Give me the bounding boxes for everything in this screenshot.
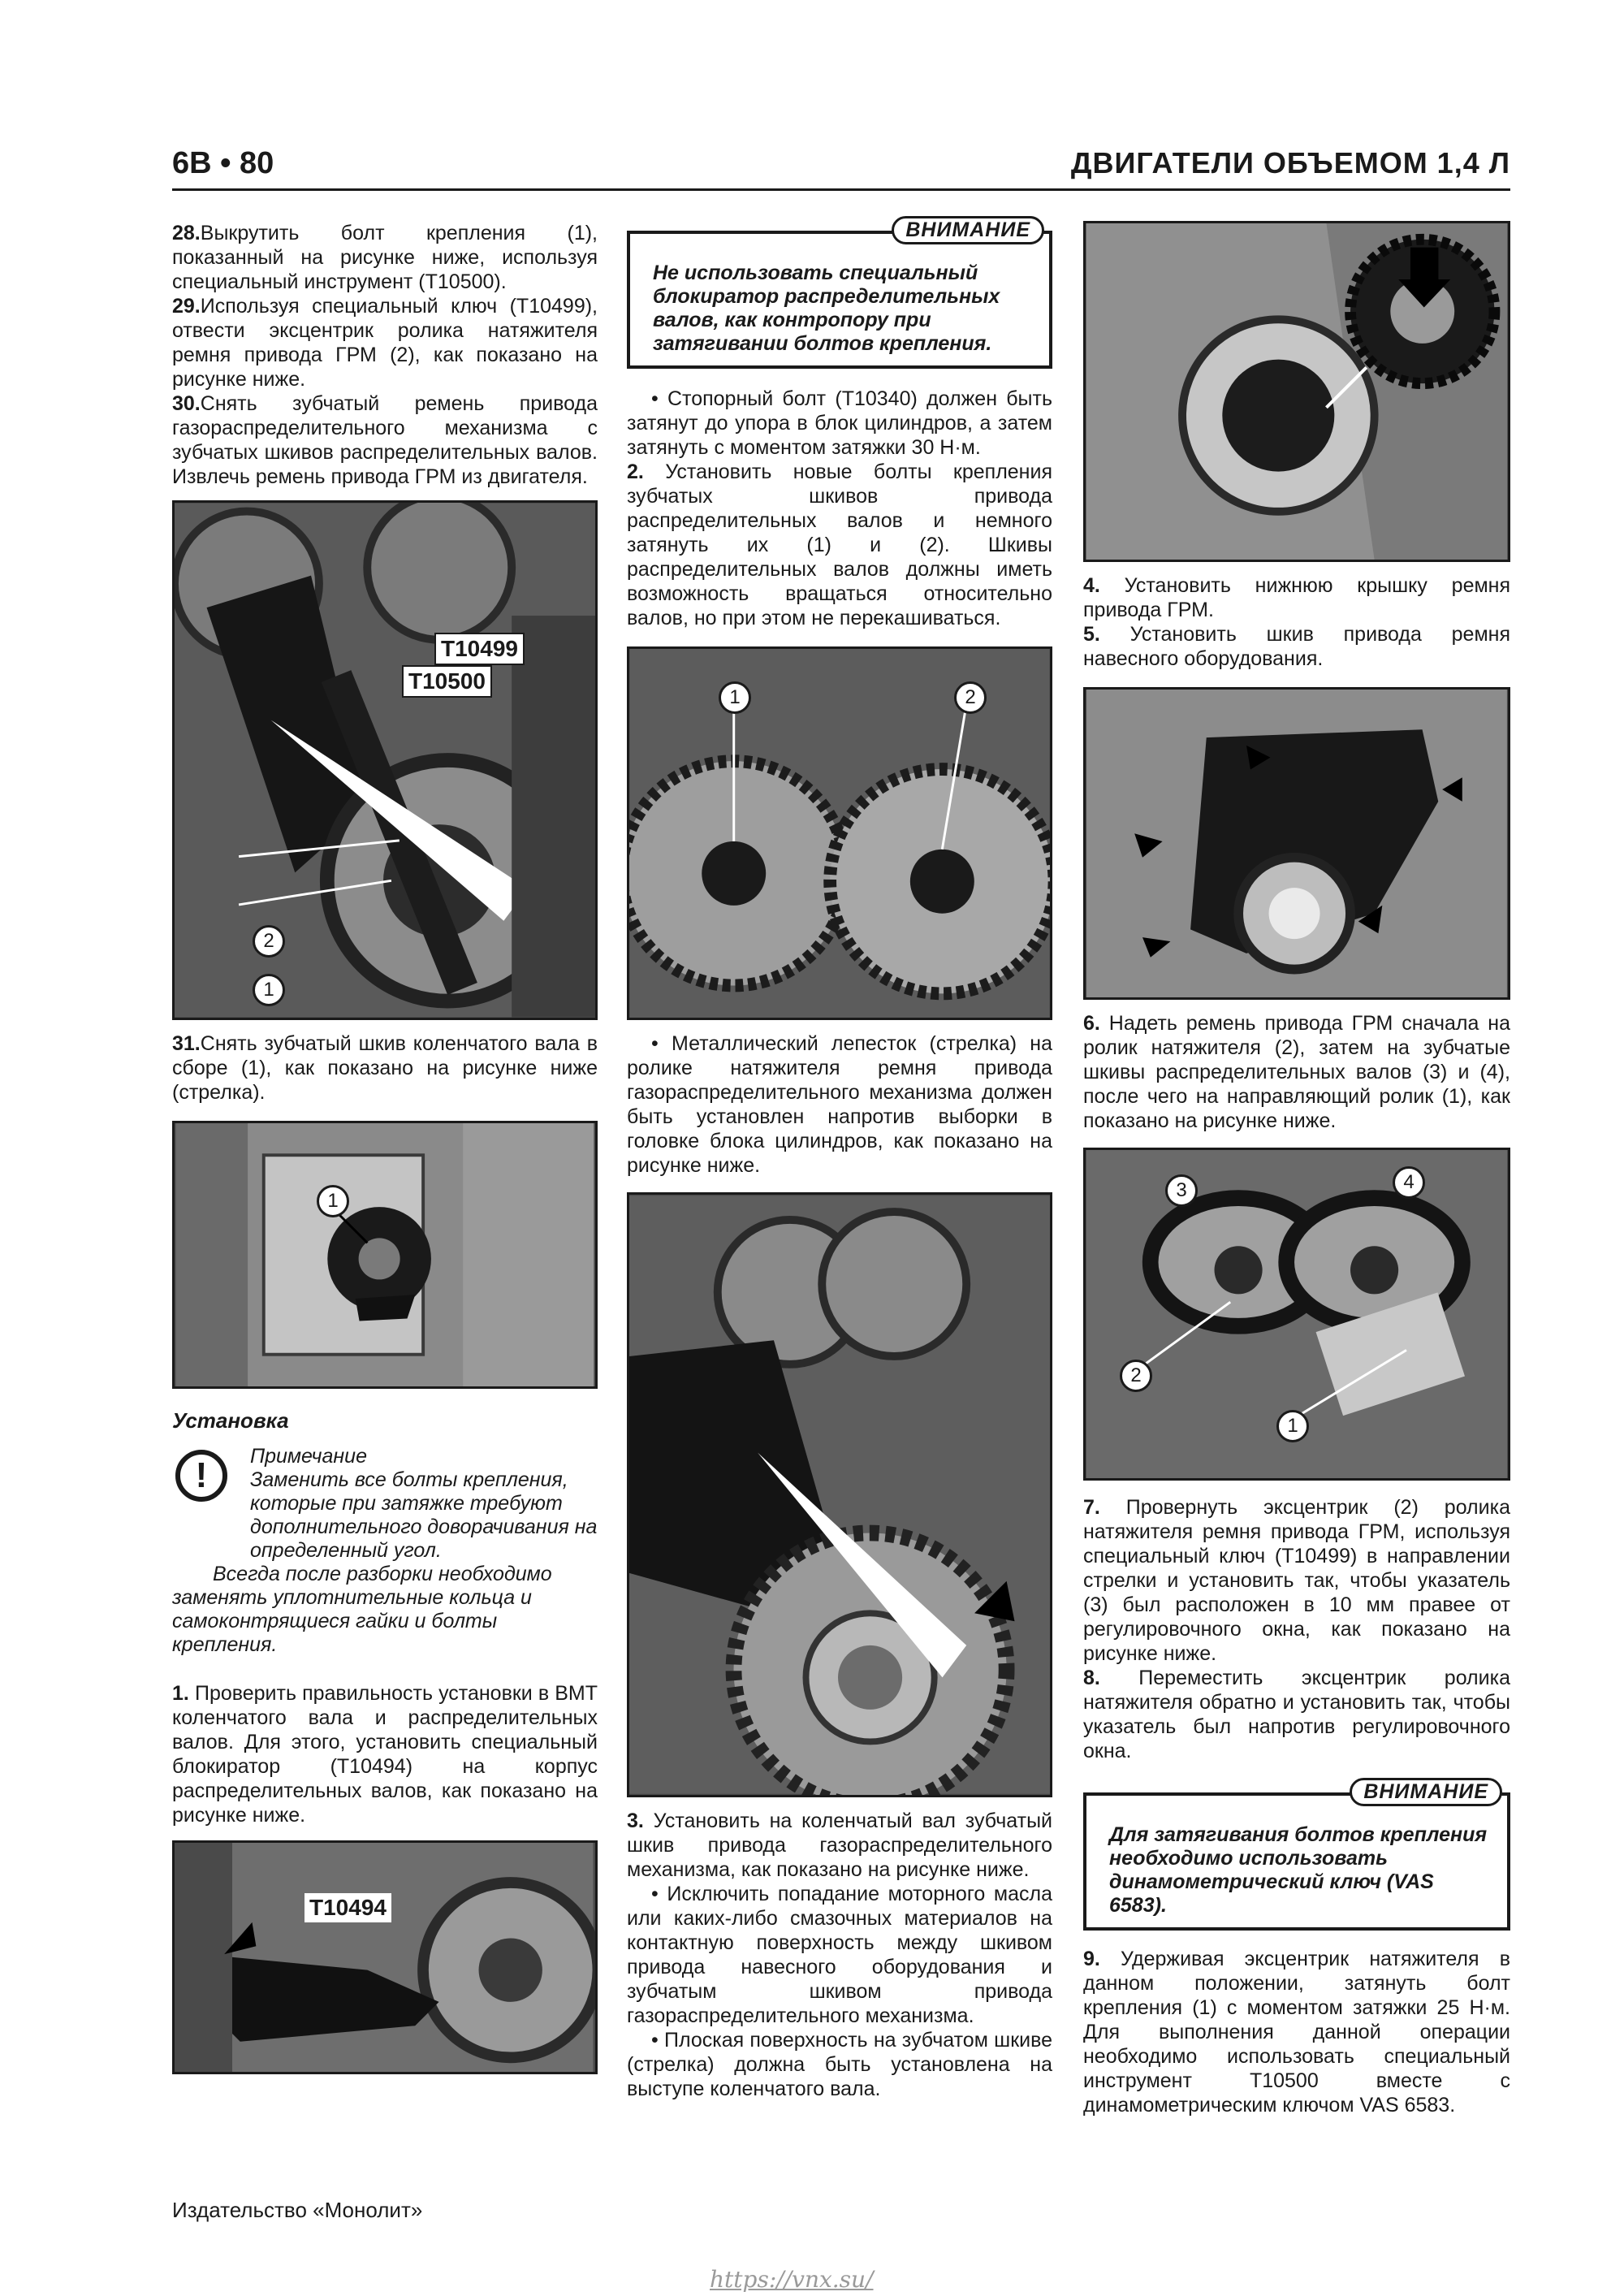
watermark-link[interactable]: https://vnx.su/ bbox=[710, 2266, 874, 2293]
step-1: 1. Проверить правильность установки в ВМТ коленчатого вала и распределительных валов. Для этого, установить специальный блокиратор (T10494) на корпус распределительных валов, как показано на рисунке ниже. bbox=[172, 1682, 598, 1827]
step-29: 29.Используя специальный ключ (T10499), отвести эксцентрик ролика натяжителя ремня привода ГРМ (2), как показано на рисунке ниже. bbox=[172, 295, 598, 391]
figure-crank-sprocket-closeup bbox=[1083, 221, 1510, 562]
page-number: 6B • 80 bbox=[172, 146, 274, 180]
step-28: 28.Выкрутить болт крепления (1), показанный на рисунке ниже, используя специальный инструмент (T10500). bbox=[172, 222, 598, 293]
engine-photo-7 bbox=[1086, 690, 1508, 997]
column-left bbox=[172, 221, 598, 2074]
step-31: 31.Снять зубчатый шкив коленчатого вала в сборе (1), как показано на рисунке ниже (стрелка). bbox=[172, 1032, 598, 1104]
label-t10494: T10494 bbox=[304, 1893, 391, 1922]
step-2: 2. Установить новые болты крепления зубчатых шкивов привода распределительных валов и немного затянуть их (1) и (2). Шкивы распределительных валов должны иметь возможность вращаться относительно валов, но при этом не перекашиваться. bbox=[627, 460, 1052, 629]
callout-1: 1 bbox=[253, 974, 285, 1006]
label-t10499: T10499 bbox=[434, 633, 525, 665]
warning-text: Для затягивания болтов крепления необходимо использовать динамометрический ключ (VAS 6583). bbox=[1109, 1823, 1488, 1917]
figure-tensioner-removal bbox=[172, 500, 598, 1020]
note-block bbox=[172, 1445, 598, 1657]
figure-crank-pulley bbox=[172, 1121, 598, 1389]
callout-1: 1 bbox=[719, 681, 751, 714]
figure-belt-routing bbox=[1083, 1148, 1510, 1481]
step-30: 30.Снять зубчатый ремень привода газораспределительного механизма с зубчатых шкивов распределительных валов. Извлечь ремень привода ГРМ из двигателя. bbox=[172, 392, 598, 488]
callout-1: 1 bbox=[1276, 1410, 1309, 1442]
warning-tag: ВНИМАНИЕ bbox=[1350, 1778, 1502, 1806]
figure-camshaft-pulleys bbox=[627, 646, 1052, 1020]
step-3: 3. Установить на коленчатый вал зубчатый шкив привода газораспределительного механизма, как показано на рисунке ниже. bbox=[627, 1810, 1052, 1881]
callout-2: 2 bbox=[1120, 1360, 1152, 1392]
figure-crank-sprocket bbox=[627, 1192, 1052, 1797]
label-t10500: T10500 bbox=[402, 665, 492, 698]
section-title: ДВИГАТЕЛИ ОБЪЕМОМ 1,4 Л bbox=[1070, 146, 1510, 179]
bullet-flat-surface: • Плоская поверхность на зубчатом шкиве (стрелка) должна быть установлена на выступе коленчатого вала. bbox=[627, 2029, 1052, 2100]
step-6: 6. Надеть ремень привода ГРМ сначала на ролик натяжителя (2), затем на зубчатые шкивы распределительных валов (3) и (4), после чего на направляющий ролик (1), как показано на рисунке ниже. bbox=[1083, 1012, 1510, 1132]
page-header bbox=[172, 146, 1510, 187]
column-right bbox=[1083, 221, 1510, 2117]
engine-photo-4 bbox=[629, 649, 1050, 1018]
note-text-1: Заменить все болты крепления, которые при затяжке требуют дополнительного доворачивания на определенный угол. bbox=[250, 1468, 598, 1562]
engine-photo-6 bbox=[1086, 223, 1508, 560]
engine-photo-2 bbox=[175, 1123, 595, 1386]
step-9: 9. Удерживая эксцентрик натяжителя в данном положении, затянуть болт крепления (1) с моментом затяжки 25 Н·м. Для выполнения данной операции необходимо использовать специальный инструмент T10500 вместе с динамометрическим ключом VAS 6583. bbox=[1083, 1948, 1510, 2117]
callout-2: 2 bbox=[954, 681, 987, 714]
publisher: Издательство «Монолит» bbox=[172, 2198, 423, 2222]
warning-box-2 bbox=[1083, 1780, 1510, 1931]
note-title: Примечание bbox=[250, 1445, 367, 1468]
figure-lower-cover bbox=[1083, 687, 1510, 1000]
callout-2: 2 bbox=[253, 925, 285, 958]
bullet-tensioner-tab: • Металлический лепесток (стрелка) на ролике натяжителя ремня привода газораспределительного механизма должен быть установлен напротив выборки в головке блока цилиндров, как показано на рисунке ниже. bbox=[627, 1032, 1052, 1177]
engine-photo-5 bbox=[629, 1195, 1050, 1795]
note-text-2: Всегда после разборки необходимо заменять уплотнительные кольца и самоконтрящиеся гайки и болты крепления. bbox=[172, 1563, 552, 1656]
callout-3: 3 bbox=[1165, 1174, 1198, 1207]
column-middle bbox=[627, 218, 1052, 2101]
engine-photo-1 bbox=[175, 503, 595, 1018]
bullet-stopper-bolt: • Стопорный болт (T10340) должен быть затянут до упора в блок цилиндров, а затем затянуть с моментом затяжки 30 Н·м. bbox=[627, 387, 1052, 459]
install-heading: Установка bbox=[172, 1408, 289, 1433]
warning-tag: ВНИМАНИЕ bbox=[892, 216, 1044, 244]
figure-camshaft-lock bbox=[172, 1840, 598, 2074]
warning-box-1 bbox=[627, 218, 1052, 369]
step-8: 8. Переместить эксцентрик ролика натяжителя обратно и установить так, чтобы указатель был напротив регулировочного окна. bbox=[1083, 1667, 1510, 1762]
engine-photo-3 bbox=[175, 1843, 595, 2072]
callout-1: 1 bbox=[317, 1185, 349, 1217]
step-4: 4. Установить нижнюю крышку ремня привода ГРМ. bbox=[1083, 574, 1511, 621]
step-7: 7. Провернуть эксцентрик (2) ролика натяжителя ремня привода ГРМ, используя специальный ключ (T10499) в направлении стрелки и установить так, чтобы указатель (3) был расположен в 10 мм правее от регулировочного окна, как показано на рисунке ниже. bbox=[1083, 1496, 1510, 1665]
warning-text: Не использовать специальный блокиратор распределительных валов, как контропору при затягивании болтов крепления. bbox=[653, 262, 1000, 355]
callout-4: 4 bbox=[1393, 1166, 1425, 1199]
header-rule bbox=[172, 188, 1510, 191]
bullet-no-oil: • Исключить попадание моторного масла или каких-либо смазочных материалов на контактную поверхность между шкивом привода навесного оборудования и зубчатым шкивом привода газораспределительного механизма. bbox=[627, 1883, 1052, 2027]
step-5: 5. Установить шкив привода ремня навесного оборудования. bbox=[1083, 623, 1510, 670]
exclamation-icon: ! bbox=[175, 1450, 227, 1502]
